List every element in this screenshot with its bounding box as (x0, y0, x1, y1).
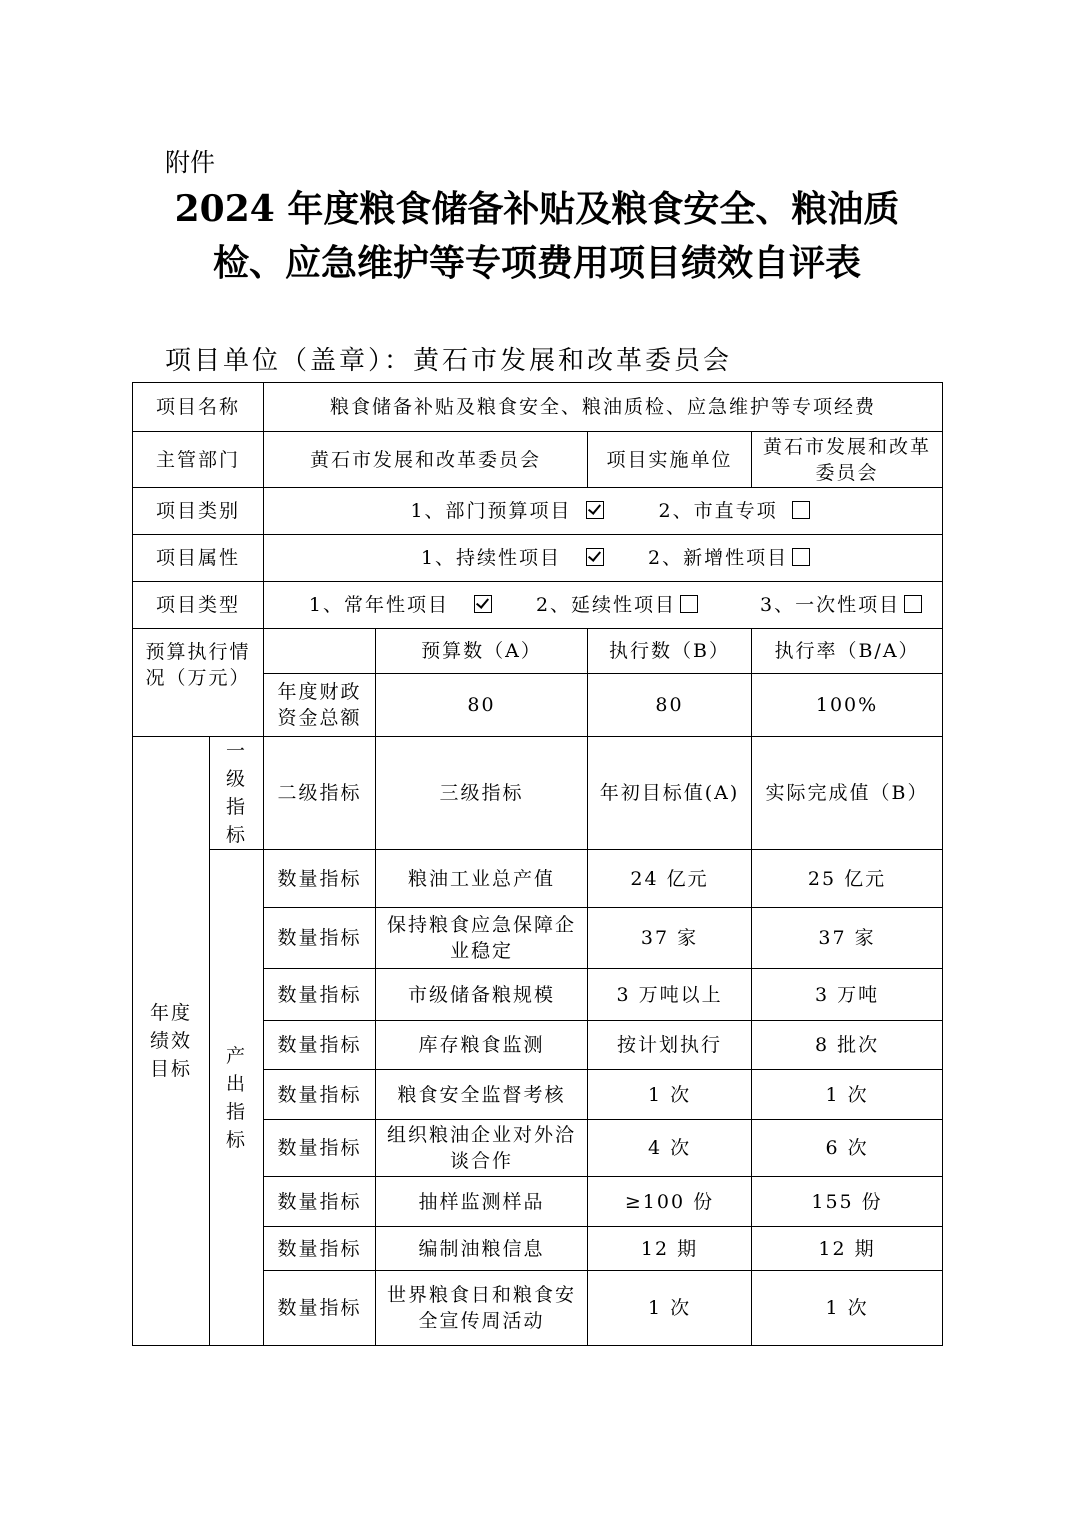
category-option-2: 2、市直专项 (658, 500, 778, 522)
actual-header: 实际完成值（B） (752, 737, 943, 850)
indicator-level3: 库存粮食监测 (376, 1021, 588, 1070)
checkbox-empty-icon (904, 595, 922, 613)
attachment-label: 附件 (165, 148, 216, 177)
indicator-level3: 粮食安全监督考核 (376, 1070, 588, 1120)
indicator-row (133, 850, 943, 908)
indicator-level3: 粮油工业总产值 (376, 850, 588, 908)
department-value: 黄石市发展和改革委员会 (264, 432, 588, 488)
indicator-level2: 数量指标 (264, 1227, 376, 1271)
indicator-target: 1 次 (588, 1070, 752, 1120)
indicator-target: ≥100 份 (588, 1177, 752, 1227)
indicator-target: 37 家 (588, 908, 752, 969)
budget-value-rate: 100% (752, 674, 943, 737)
attribute-option-2: 2、新增性项目 (648, 547, 789, 569)
type-option-2: 2、延续性项目 (535, 594, 677, 616)
indicator-actual: 3 万吨 (752, 969, 943, 1021)
checkbox-checked-icon (586, 501, 604, 519)
checkbox-empty-icon (792, 548, 810, 566)
indicator-level3: 世界粮食日和粮食安全宣传周活动 (376, 1271, 588, 1346)
indicator-level2: 数量指标 (264, 1070, 376, 1120)
indicator-level3: 保持粮食应急保障企业稳定 (376, 908, 588, 969)
budget-empty-cell (264, 629, 376, 674)
indicator-level2: 数量指标 (264, 1177, 376, 1227)
project-attribute-label: 项目属性 (133, 535, 264, 582)
project-category-options (264, 488, 943, 535)
indicator-level2: 数量指标 (264, 850, 376, 908)
indicator-level3: 抽样监测样品 (376, 1177, 588, 1227)
budget-value-b: 80 (588, 674, 752, 737)
indicator-level3: 编制油粮信息 (376, 1227, 588, 1271)
row-indicator-header (133, 737, 943, 850)
indicator-actual: 1 次 (752, 1271, 943, 1346)
type-option-1: 1、常年性项目 (308, 594, 450, 616)
project-unit-line: 项目单位（盖章）：黄石市发展和改革委员会 (165, 346, 733, 376)
checkbox-empty-icon (792, 501, 810, 519)
budget-col-b: 执行数（B） (588, 629, 752, 674)
indicator-target: 12 期 (588, 1227, 752, 1271)
indicator-target: 3 万吨以上 (588, 969, 752, 1021)
level2-header: 二级指标 (264, 737, 376, 850)
project-name-value: 粮食储备补贴及粮食安全、粮油质检、应急维护等专项经费 (264, 383, 943, 432)
indicator-actual: 1 次 (752, 1070, 943, 1120)
project-name-label: 项目名称 (133, 383, 264, 432)
row-project-type (133, 582, 943, 629)
indicator-actual: 8 批次 (752, 1021, 943, 1070)
project-category-label: 项目类别 (133, 488, 264, 535)
department-label: 主管部门 (133, 432, 264, 488)
indicator-level2: 数量指标 (264, 1021, 376, 1070)
indicator-target: 4 次 (588, 1120, 752, 1177)
row-budget-header (133, 629, 943, 674)
indicator-actual: 37 家 (752, 908, 943, 969)
attribute-option-1: 1、持续性项目 (420, 547, 562, 569)
project-attribute-options (264, 535, 943, 582)
indicator-actual: 25 亿元 (752, 850, 943, 908)
category-option-1: 1、部门预算项目 (410, 500, 572, 522)
indicator-level2: 数量指标 (264, 1271, 376, 1346)
title-line-2: 检、应急维护等专项费用项目绩效自评表 (212, 242, 861, 284)
indicator-level3: 组织粮油企业对外洽谈合作 (376, 1120, 588, 1177)
indicator-actual: 155 份 (752, 1177, 943, 1227)
row-project-category (133, 488, 943, 535)
budget-col-rate: 执行率（B/A） (752, 629, 943, 674)
checkbox-checked-icon (586, 548, 604, 566)
indicator-actual: 6 次 (752, 1120, 943, 1177)
type-option-3: 3、一次性项目 (760, 594, 901, 616)
indicator-target: 1 次 (588, 1271, 752, 1346)
row-project-attribute (133, 535, 943, 582)
checkbox-empty-icon (680, 595, 698, 613)
indicator-target: 24 亿元 (588, 850, 752, 908)
checkbox-checked-icon (474, 595, 492, 613)
row-department (133, 432, 943, 488)
indicator-level2: 数量指标 (264, 908, 376, 969)
annual-performance-goal-label: 年度绩效目标 (133, 737, 210, 1346)
budget-value-a: 80 (376, 674, 588, 737)
budget-col-a: 预算数（A） (376, 629, 588, 674)
budget-execution-label: 预算执行情况（万元） (133, 629, 264, 737)
indicator-level3: 市级储备粮规模 (376, 969, 588, 1021)
indicator-level2: 数量指标 (264, 1120, 376, 1177)
title-line-1: 2024 年度粮食储备补贴及粮食安全、粮油质 (174, 188, 900, 230)
indicator-target: 按计划执行 (588, 1021, 752, 1070)
budget-row-label: 年度财政资金总额 (264, 674, 376, 737)
implementing-unit-label: 项目实施单位 (588, 432, 752, 488)
project-type-label: 项目类型 (133, 582, 264, 629)
level3-header: 三级指标 (376, 737, 588, 850)
level1-header: 一级指标 (210, 737, 264, 850)
document-title (100, 182, 974, 290)
self-evaluation-table (132, 382, 943, 1346)
indicator-level2: 数量指标 (264, 969, 376, 1021)
target-header: 年初目标值(A) (588, 737, 752, 850)
project-type-options (264, 582, 943, 629)
row-project-name (133, 383, 943, 432)
implementing-unit-value: 黄石市发展和改革委员会 (752, 432, 943, 488)
output-indicator-group: 产出指标 (210, 850, 264, 1346)
indicator-actual: 12 期 (752, 1227, 943, 1271)
